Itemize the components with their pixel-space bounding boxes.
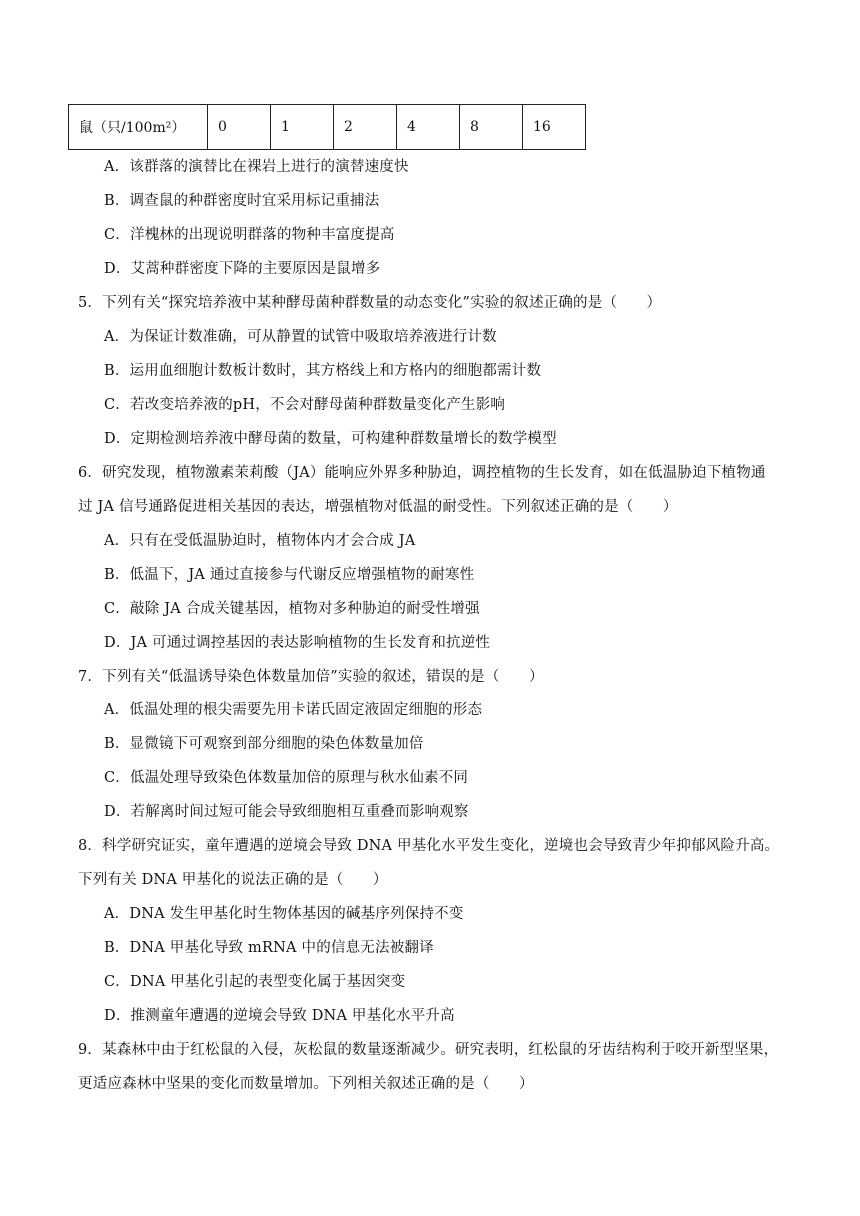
table-cell: 16 (523, 105, 586, 150)
table-cell: 2 (334, 105, 397, 150)
data-table (68, 104, 586, 150)
q5-option-a: A．为保证计数准确，可从静置的试管中吸取培养液进行计数 (104, 329, 497, 345)
q6-option-c: C．敲除 JA 合成关键基因，植物对多种胁迫的耐受性增强 (104, 601, 480, 617)
q9-stem-line1: 9．某森林中由于红松鼠的入侵，灰松鼠的数量逐渐减少。研究表明，红松鼠的牙齿结构利于咬开新型坚果， (78, 1042, 779, 1058)
q7-option-d: D．若解离时间过短可能会导致细胞相互重叠而影响观察 (104, 804, 469, 820)
q7-stem: 7．下列有关“低温诱导染色体数量加倍”实验的叙述，错误的是（ ） (78, 669, 544, 685)
q6-option-b: B．低温下，JA 通过直接参与代谢反应增强植物的耐寒性 (104, 567, 475, 583)
q7-option-b: B．显微镜下可观察到部分细胞的染色体数量加倍 (104, 736, 424, 752)
q9-stem-line2: 更适应森林中坚果的变化而数量增加。下列相关叙述正确的是（ ） (78, 1076, 534, 1092)
q8-option-a: A．DNA 发生甲基化时生物体基因的碱基序列保持不变 (104, 906, 464, 922)
q6-stem-line2: 过 JA 信号通路促进相关基因的表达，增强植物对低温的耐受性。下列叙述正确的是（ ） (78, 499, 678, 515)
q5-option-c: C．若改变培养液的pH，不会对酵母菌种群数量变化产生影响 (104, 397, 506, 413)
q8-stem-line1: 8．科学研究证实，童年遭遇的逆境会导致 DNA 甲基化水平发生变化，逆境也会导致青少年抑郁风险升高。 (78, 838, 780, 854)
q4-option-d: D．艾蒿种群密度下降的主要原因是鼠增多 (104, 261, 381, 277)
table-cell: 4 (397, 105, 460, 150)
q7-option-c: C．低温处理导致染色体数量加倍的原理与秋水仙素不同 (104, 770, 469, 786)
q8-option-c: C．DNA 甲基化引起的表型变化属于基因突变 (104, 974, 406, 990)
table-cell: 8 (460, 105, 523, 150)
q4-option-a: A．该群落的演替比在裸岩上进行的演替速度快 (104, 159, 409, 175)
q8-option-b: B．DNA 甲基化导致 mRNA 中的信息无法被翻译 (104, 940, 434, 956)
q6-option-a: A．只有在受低温胁迫时，植物体内才会合成 JA (104, 533, 416, 549)
q8-option-d: D．推测童年遭遇的逆境会导致 DNA 甲基化水平升高 (104, 1008, 455, 1024)
q7-option-a: A．低温处理的根尖需要先用卡诺氏固定液固定细胞的形态 (104, 702, 483, 718)
q6-stem-line1: 6．研究发现，植物激素茉莉酸（JA）能响应外界多种胁迫，调控植物的生长发育，如在低温胁迫下植物通 (78, 465, 766, 481)
q4-option-c: C．洋槐林的出现说明群落的物种丰富度提高 (104, 227, 395, 243)
table-cell: 0 (208, 105, 271, 150)
q5-stem: 5．下列有关“探究培养液中某种酵母菌种群数量的动态变化”实验的叙述正确的是（ ） (78, 295, 662, 311)
table-row (69, 105, 586, 150)
table-cell: 1 (271, 105, 334, 150)
q8-stem-line2: 下列有关 DNA 甲基化的说法正确的是（ ） (78, 872, 388, 888)
q5-option-d: D．定期检测培养液中酵母菌的数量，可构建种群数量增长的数学模型 (104, 431, 557, 447)
q6-option-d: D．JA 可通过调控基因的表达影响植物的生长发育和抗逆性 (104, 635, 491, 651)
q5-option-b: B．运用血细胞计数板计数时，其方格线上和方格内的细胞都需计数 (104, 363, 542, 379)
q4-option-b: B．调查鼠的种群密度时宜采用标记重捕法 (104, 193, 380, 209)
table-row-label: 鼠（只/100m²） (69, 105, 208, 150)
